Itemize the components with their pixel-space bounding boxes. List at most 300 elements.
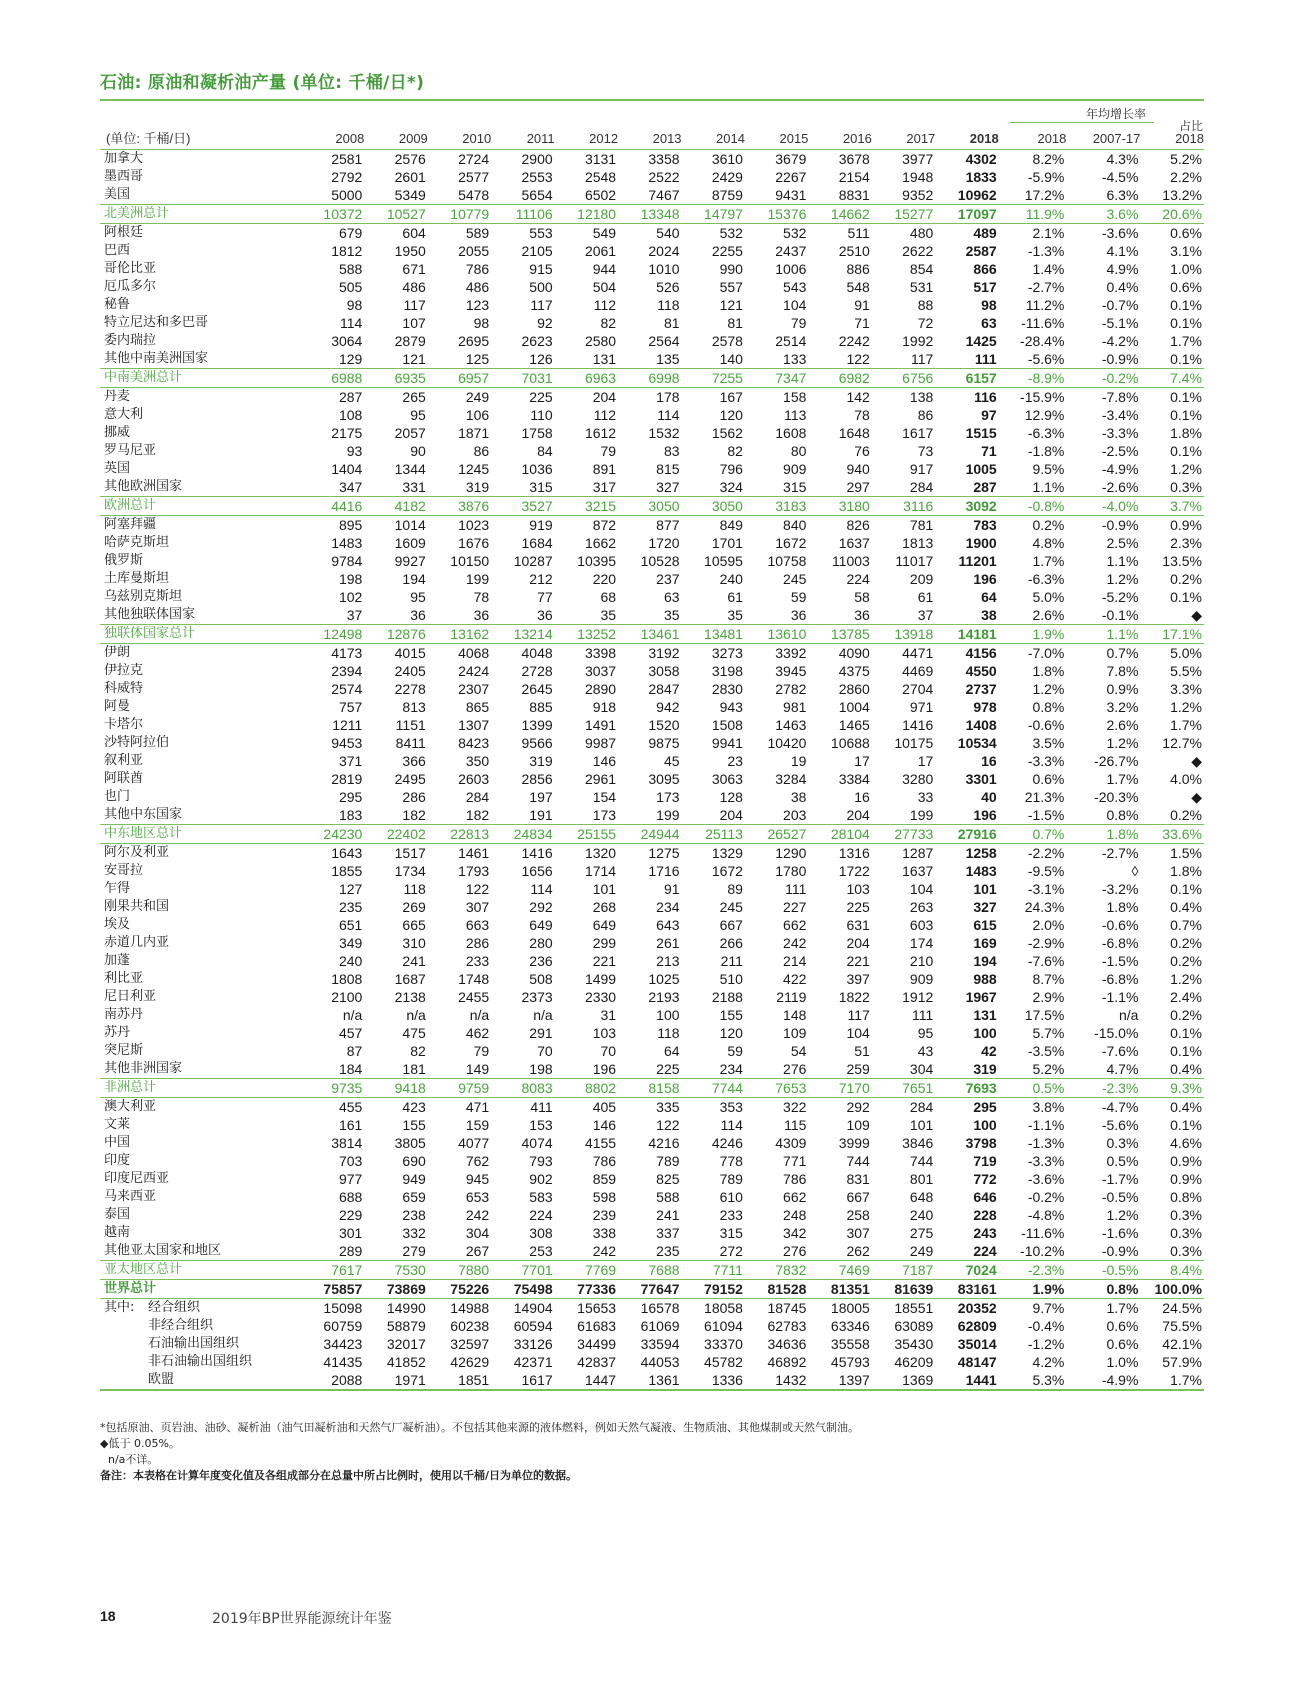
growth-2007-17-cell: -4.5% [1101, 169, 1139, 185]
value-cell: 671 [402, 261, 426, 277]
row-name: 委内瑞拉 [104, 333, 157, 348]
value-2018: 772 [973, 1171, 997, 1187]
value-cell: 240 [719, 571, 743, 587]
value-cell: 1684 [521, 535, 553, 551]
value-cell: 15277 [872, 205, 935, 224]
value-cell: 1617 [902, 425, 934, 441]
value-cell: 10758 [767, 553, 807, 569]
value-cell: 4309 [775, 1135, 807, 1151]
value-cell: 949 [402, 1171, 426, 1187]
value-cell: 284 [909, 1099, 934, 1115]
row-label [100, 806, 301, 825]
value-cell: 90 [410, 443, 426, 459]
value-cell: 2580 [584, 333, 617, 349]
value-cell: 1036 [521, 461, 553, 477]
value-cell: 161 [338, 1117, 363, 1133]
value-cell: 659 [402, 1189, 426, 1205]
value-cell: 589 [465, 225, 490, 241]
row-name: 亚太地区总计 [104, 1262, 183, 1277]
table-row [100, 150, 1204, 169]
value-cell: 662 [783, 917, 807, 933]
value-cell: 233 [465, 953, 490, 969]
value-cell: 350 [465, 753, 490, 769]
value-cell: 1023 [458, 517, 490, 533]
value-cell: 9431 [775, 187, 807, 203]
row-label [100, 1116, 301, 1134]
value-cell: 3384 [838, 771, 870, 787]
row-prefix: 其中: [104, 1300, 135, 1315]
value-cell: 25113 [682, 825, 745, 844]
value-cell: 154 [592, 789, 617, 805]
share-2018-cell: ◆ [1191, 607, 1202, 623]
value-cell: 7653 [745, 1079, 808, 1098]
value-cell: 1432 [745, 1371, 808, 1390]
growth-2007-17-cell: -5.1% [1101, 315, 1139, 331]
value-2018: 295 [973, 1099, 997, 1115]
growth-2018-cell: 9.5% [1032, 461, 1065, 477]
value-cell: 486 [402, 279, 426, 295]
value-cell: 310 [402, 935, 426, 951]
region-total-row [100, 369, 1204, 388]
value-cell: 771 [783, 1153, 807, 1169]
share-2018-cell: 0.4% [1170, 1099, 1202, 1115]
value-cell: 284 [465, 789, 490, 805]
footnote-less-than: ◆低于 0.05%。 [100, 1437, 180, 1450]
value-cell: 15098 [323, 1300, 363, 1316]
growth-2007-17-cell: 0.6% [1106, 1318, 1139, 1334]
share-2018-cell: 0.6% [1170, 279, 1202, 295]
row-label [100, 1006, 301, 1024]
value-cell: 781 [909, 517, 934, 533]
value-cell: 107 [402, 315, 426, 331]
share-2018-cell: 0.2% [1170, 807, 1202, 823]
value-cell: 114 [340, 315, 363, 331]
value-cell: 2154 [838, 169, 870, 185]
share-2018-cell: 0.4% [1170, 899, 1202, 915]
value-cell: 181 [402, 1061, 426, 1077]
table-header-row [100, 129, 1204, 150]
growth-2007-17-cell: -5.2% [1101, 589, 1139, 605]
value-cell: 471 [465, 1099, 490, 1115]
value-cell: 86 [473, 443, 490, 459]
table-row [100, 260, 1204, 278]
value-cell: 31 [600, 1007, 617, 1023]
row-name: 科威特 [104, 681, 144, 696]
growth-2007-17-cell: 3.2% [1106, 699, 1139, 715]
row-label [100, 1098, 301, 1117]
value-cell: 505 [338, 279, 363, 295]
share-2018-cell: 0.1% [1170, 881, 1202, 897]
table-row [100, 1371, 1204, 1390]
value-cell: 22813 [428, 825, 491, 844]
value-cell: 5654 [521, 187, 553, 203]
growth-2007-17-cell: 0.5% [1106, 1153, 1139, 1169]
value-cell: 7347 [745, 369, 808, 388]
share-2018-cell: 1.2% [1170, 461, 1202, 477]
value-2018: 1425 [965, 333, 997, 349]
value-2018: 38 [981, 607, 997, 623]
value-cell: 1701 [711, 535, 743, 551]
value-cell: 13162 [428, 625, 491, 644]
value-cell: 45 [663, 753, 680, 769]
value-cell: 89 [727, 881, 743, 897]
table-row [100, 1224, 1204, 1242]
value-cell: 548 [846, 279, 870, 295]
value-cell: 815 [656, 461, 680, 477]
share-2018-cell: 1.2% [1170, 971, 1202, 987]
row-name: 卡塔尔 [104, 717, 144, 732]
row-name: 乍得 [104, 881, 131, 896]
growth-2018-cell: -3.1% [1027, 881, 1065, 897]
share-2018-cell: 3.7% [1140, 497, 1204, 516]
share-2018-cell: 7.4% [1140, 369, 1204, 388]
table-row [100, 460, 1204, 478]
value-cell: 234 [656, 899, 680, 915]
value-cell: 4048 [521, 645, 553, 661]
value-cell: 902 [529, 1171, 553, 1187]
growth-2007-17-cell: ◊ [1131, 863, 1139, 879]
value-cell: 173 [656, 789, 680, 805]
row-label [100, 825, 301, 844]
value-2018: 489 [973, 225, 997, 241]
value-cell: 10527 [364, 205, 427, 224]
value-cell: 118 [657, 1025, 680, 1041]
value-cell: 2728 [521, 663, 553, 679]
value-2018: 17097 [935, 205, 998, 224]
value-cell: 98 [473, 315, 490, 331]
row-label [100, 1170, 301, 1188]
value-cell: 831 [846, 1171, 870, 1187]
value-cell: 199 [465, 571, 490, 587]
value-cell: 138 [909, 389, 934, 405]
value-cell: 3284 [775, 771, 807, 787]
table-row [100, 1152, 1204, 1170]
value-cell: 2278 [394, 681, 426, 697]
row-name: 丹麦 [104, 389, 131, 404]
value-cell: 13252 [555, 625, 618, 644]
growth-2018-cell: -5.9% [1027, 169, 1065, 185]
value-cell: 6982 [808, 369, 871, 388]
row-name: 沙特阿拉伯 [104, 735, 170, 750]
table-row [100, 570, 1204, 588]
page-title: 石油: 原油和凝析油产量 (单位: 千桶/日*) [100, 73, 425, 93]
value-cell: 36 [473, 607, 490, 623]
value-cell: 840 [783, 517, 807, 533]
row-name: 石油输出国组织 [148, 1336, 240, 1351]
value-cell: 1813 [902, 535, 934, 551]
value-2018: 20352 [957, 1300, 997, 1316]
value-cell: 942 [656, 699, 680, 715]
row-name: 北美洲总计 [104, 206, 170, 221]
value-cell: 3273 [711, 645, 743, 661]
value-cell: 7711 [682, 1261, 745, 1280]
row-name: 厄瓜多尔 [104, 279, 157, 294]
value-cell: 603 [909, 917, 934, 933]
value-cell: 1287 [902, 845, 934, 861]
value-cell: 249 [465, 389, 490, 405]
value-cell: 762 [465, 1153, 490, 1169]
value-cell: 33594 [640, 1336, 680, 1352]
value-cell: 44053 [640, 1354, 680, 1370]
value-cell: 115 [784, 1117, 807, 1133]
value-cell: 3116 [872, 497, 935, 516]
value-cell: 71 [854, 315, 870, 331]
value-cell: 63 [663, 589, 680, 605]
value-cell: 108 [338, 407, 363, 423]
value-cell: 2024 [648, 243, 680, 259]
table-row [100, 1024, 1204, 1042]
share-2018-cell: 0.1% [1170, 1043, 1202, 1059]
value-cell: 42837 [577, 1354, 617, 1370]
value-cell: 6957 [428, 369, 491, 388]
row-name: 墨西哥 [104, 169, 144, 184]
value-cell: 83 [663, 443, 680, 459]
value-cell: 3945 [775, 663, 807, 679]
value-cell: 28104 [808, 825, 871, 844]
value-cell: 631 [846, 917, 870, 933]
region-total-row [100, 205, 1204, 224]
value-2018: 1833 [965, 169, 997, 185]
value-cell: 272 [719, 1243, 743, 1259]
value-cell: 292 [529, 899, 553, 915]
growth-2018-cell: -3.5% [1027, 1043, 1065, 1059]
growth-2018-cell: 11.2% [1025, 297, 1065, 313]
growth-2018-cell: -0.6% [1027, 717, 1065, 733]
value-cell: 36 [537, 607, 553, 623]
row-name: 其他非洲国家 [104, 1061, 183, 1076]
value-cell: 757 [338, 699, 363, 715]
value-cell: 117 [403, 297, 426, 313]
row-name: 文莱 [104, 1117, 131, 1132]
value-cell: 540 [656, 225, 680, 241]
value-cell: 289 [338, 1243, 363, 1259]
share-2018-cell: 3.1% [1170, 243, 1202, 259]
value-cell: 167 [719, 389, 743, 405]
value-cell: 315 [783, 479, 807, 495]
row-name: 印度 [104, 1153, 131, 1168]
value-cell: 813 [402, 699, 426, 715]
growth-2007-17-cell: -6.8% [1101, 971, 1139, 987]
growth-2018-cell: 4.8% [1032, 535, 1065, 551]
value-cell: 422 [783, 971, 807, 987]
value-cell: 1758 [521, 425, 553, 441]
table-row [100, 752, 1204, 770]
value-cell: 263 [909, 899, 934, 915]
value-cell: 1648 [838, 425, 870, 441]
growth-2018-cell: -1.2% [1027, 1336, 1065, 1352]
value-cell: 1508 [711, 717, 743, 733]
value-cell: 3095 [648, 771, 680, 787]
growth-2018-cell: 0.5% [999, 1079, 1067, 1098]
value-cell: 51 [854, 1043, 870, 1059]
value-cell: 4246 [711, 1135, 743, 1151]
value-cell: 6935 [364, 369, 427, 388]
value-2018: 2737 [965, 681, 997, 697]
value-cell: 117 [530, 297, 553, 313]
value-cell: 2548 [584, 169, 617, 185]
value-cell: 1722 [838, 863, 870, 879]
value-2018: 3798 [965, 1135, 997, 1151]
value-cell: 1855 [331, 863, 363, 879]
value-cell: 33 [917, 789, 934, 805]
growth-2018-cell: 1.2% [1032, 681, 1065, 697]
value-cell: 3063 [711, 771, 743, 787]
value-cell: 1971 [364, 1371, 427, 1390]
share-2018-cell: 1.7% [1170, 333, 1202, 349]
value-cell: 2856 [521, 771, 553, 787]
share-2018-cell: 2.4% [1170, 989, 1202, 1005]
value-cell: 10175 [894, 735, 934, 751]
growth-2018-cell: 5.0% [1032, 589, 1065, 605]
value-cell: 199 [656, 807, 680, 823]
value-cell: 198 [338, 571, 363, 587]
value-cell: 511 [847, 225, 870, 241]
row-label [100, 168, 301, 186]
value-cell: 8158 [618, 1079, 681, 1098]
value-cell: 103 [846, 881, 870, 897]
growth-2018-cell: 8.2% [1032, 151, 1065, 167]
value-cell: 75857 [301, 1280, 364, 1299]
row-label [100, 534, 301, 552]
value-cell: 36 [410, 607, 426, 623]
growth-2007-17-cell: 0.6% [1106, 1336, 1139, 1352]
value-cell: 225 [846, 899, 870, 915]
value-cell: 120 [719, 407, 743, 423]
value-cell: 209 [909, 571, 934, 587]
value-cell: 885 [529, 699, 553, 715]
value-cell: 118 [403, 881, 426, 897]
value-cell: 1950 [394, 243, 426, 259]
value-cell: 233 [719, 1207, 743, 1223]
row-label [100, 1134, 301, 1152]
value-cell: 17 [854, 753, 870, 769]
growth-2007-17-cell: 1.2% [1106, 571, 1139, 587]
share-2018-cell: 0.1% [1170, 589, 1202, 605]
row-name: 经合组织 [148, 1300, 201, 1315]
value-cell: 1672 [775, 535, 807, 551]
value-2018: 2587 [965, 243, 997, 259]
value-cell: 18005 [830, 1300, 870, 1316]
value-cell: 258 [846, 1207, 870, 1223]
value-cell: 789 [719, 1171, 743, 1187]
value-cell: 1397 [808, 1371, 871, 1390]
world-total-row [100, 1280, 1204, 1299]
value-cell: 940 [846, 461, 870, 477]
value-cell: 22402 [364, 825, 427, 844]
table-row [100, 478, 1204, 497]
row-name: 伊朗 [104, 645, 131, 660]
value-cell: 1025 [648, 971, 680, 987]
value-cell: 4216 [648, 1135, 680, 1151]
value-cell: 4173 [331, 645, 363, 661]
value-cell: 7701 [491, 1261, 554, 1280]
value-cell: 240 [909, 1207, 934, 1223]
value-cell: 77647 [618, 1280, 681, 1299]
value-cell: 253 [529, 1243, 553, 1259]
share-2018-cell: 0.1% [1170, 315, 1202, 331]
value-cell: 268 [592, 899, 617, 915]
growth-2018-cell: 17.2% [1024, 187, 1065, 203]
row-label [100, 460, 301, 478]
value-cell: 1532 [648, 425, 680, 441]
value-cell: 42629 [450, 1354, 490, 1370]
value-cell: 14662 [808, 205, 871, 224]
row-label [100, 1206, 301, 1224]
table-row [100, 898, 1204, 916]
value-cell: 1656 [521, 863, 553, 879]
value-cell: 204 [846, 807, 870, 823]
value-cell: 82 [600, 315, 617, 331]
value-cell: 786 [783, 1171, 807, 1187]
col-year-current: 2018 [935, 129, 998, 150]
value-cell: 114 [657, 407, 680, 423]
value-cell: 92 [537, 315, 553, 331]
value-cell: 3180 [808, 497, 871, 516]
value-cell: 93 [346, 443, 363, 459]
value-cell: 102 [338, 589, 363, 605]
value-cell: 100 [656, 1007, 680, 1023]
value-cell: 319 [529, 753, 553, 769]
value-cell: 61683 [577, 1318, 617, 1334]
row-name: 阿曼 [104, 699, 131, 714]
value-2018: 866 [973, 261, 997, 277]
value-cell: 213 [656, 953, 680, 969]
value-cell: 10395 [577, 553, 617, 569]
row-name: 非经合组织 [148, 1318, 214, 1333]
value-cell: 886 [846, 261, 870, 277]
table-row [100, 952, 1204, 970]
growth-2007-17-cell: 1.1% [1106, 553, 1139, 569]
value-cell: 1637 [902, 863, 934, 879]
value-cell: 33126 [513, 1336, 553, 1352]
value-cell: 859 [592, 1171, 617, 1187]
value-2018: 97 [981, 407, 997, 423]
value-cell: 113 [784, 407, 807, 423]
value-cell: 3280 [902, 771, 934, 787]
value-cell: 64 [663, 1043, 680, 1059]
value-cell: 13348 [618, 205, 681, 224]
value-cell: 122 [846, 351, 870, 367]
value-cell: 1617 [491, 1371, 554, 1390]
value-cell: 3131 [584, 151, 617, 167]
value-cell: 1780 [775, 863, 807, 879]
value-cell: 4077 [458, 1135, 490, 1151]
growth-2007-17-cell: 2.5% [1106, 535, 1139, 551]
value-cell: 744 [909, 1153, 934, 1169]
value-cell: 45782 [704, 1354, 743, 1370]
value-cell: 4015 [394, 645, 426, 661]
value-cell: 2119 [776, 989, 807, 1005]
value-cell: 3058 [648, 663, 680, 679]
value-cell: 45793 [830, 1354, 870, 1370]
share-2018-cell: 0.2% [1170, 953, 1202, 969]
value-2018: 111 [974, 351, 997, 367]
row-label [100, 1224, 301, 1242]
value-cell: 1676 [458, 535, 490, 551]
value-cell: 46892 [767, 1354, 807, 1370]
production-table [100, 129, 1204, 1391]
value-cell: 133 [783, 351, 807, 367]
value-cell: 225 [529, 389, 553, 405]
value-cell: 41852 [386, 1354, 426, 1370]
growth-2007-17-cell: -0.1% [1101, 607, 1139, 623]
value-cell: 3999 [838, 1135, 870, 1151]
value-cell: 291 [529, 1025, 553, 1041]
value-cell: 977 [338, 1171, 363, 1187]
value-2018: 10534 [957, 735, 997, 751]
table-row [100, 534, 1204, 552]
share-2018-cell: 0.6% [1170, 225, 1202, 241]
